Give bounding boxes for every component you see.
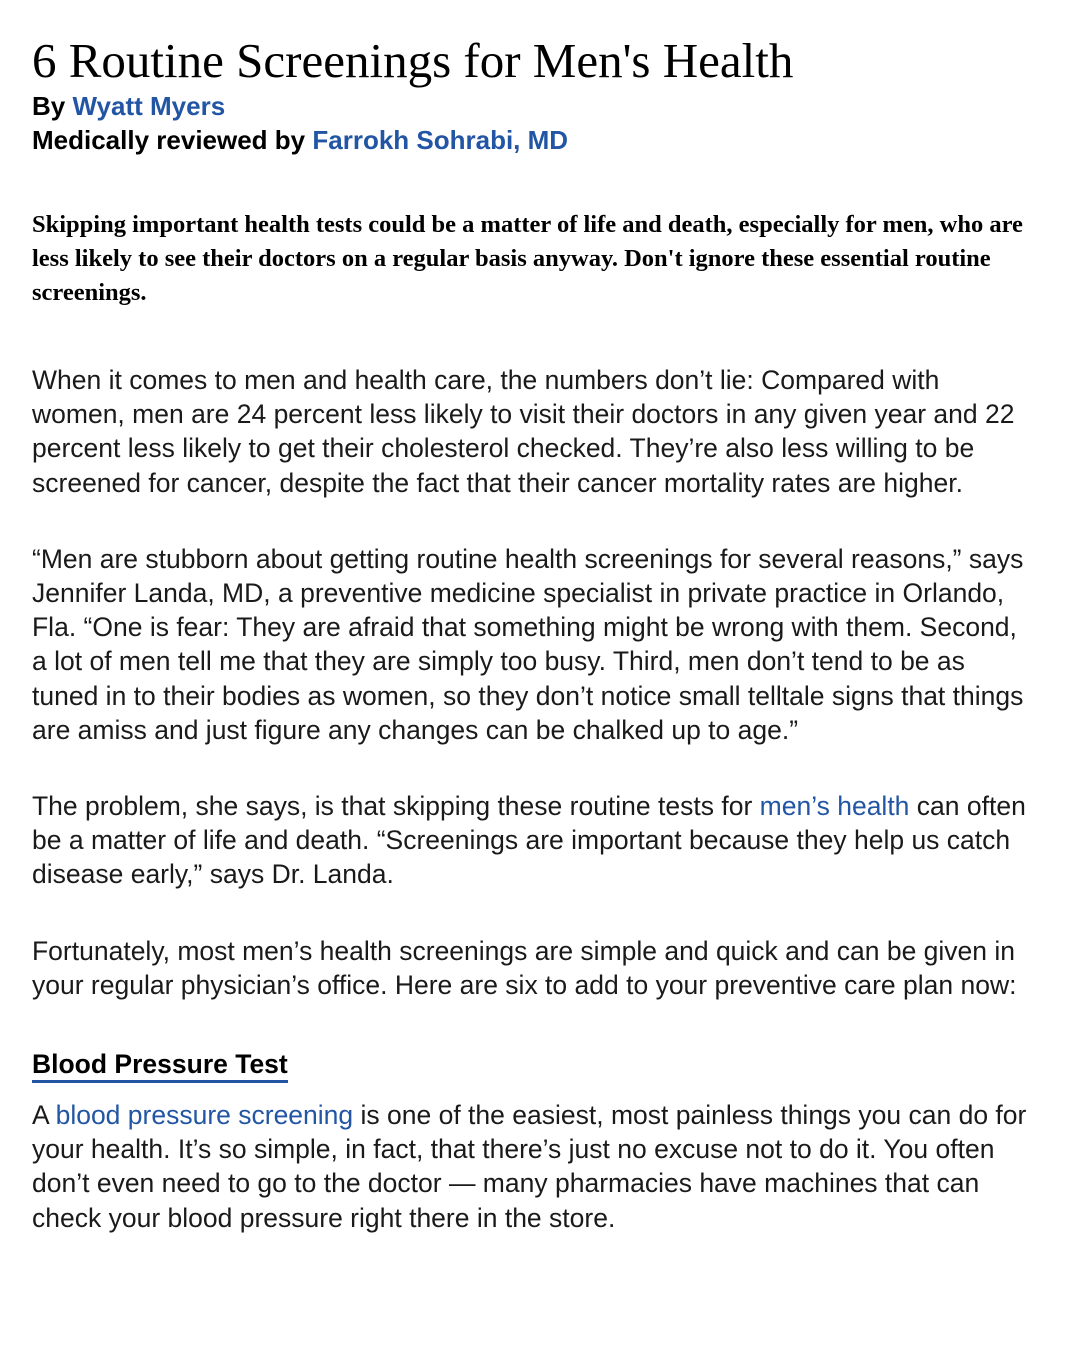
mens-health-link[interactable]: men’s health (759, 791, 910, 822)
paragraph-5-text-after: is one of the easiest, most painless things you can do for your health. It’s so simple, in fact, that there’s just no excuse not to do it. You often don’t even need to go to the doctor — many pharmacies have machines that can check your blood pressure right there in the store. (32, 1100, 1027, 1233)
paragraph-4: Fortunately, most men’s health screenings are simple and quick and can be given in your regular physician’s office. Here are six to add to your preventive care plan now: (32, 935, 1017, 1000)
blood-pressure-screening-link[interactable]: blood pressure screening (55, 1100, 354, 1131)
paragraph-2: “Men are stubborn about getting routine health screenings for several reasons,” says Jennifer Landa, MD, a preventive medicine specialist in private practice in Orlando, Fla. “One is fear: They are afraid that something might be wrong with them. Second, a lot of men tell me that they are simply too busy. Third, men don’t tend to be as tuned in to their bodies as women, so they don’t notice small telltale signs that things are amiss and just figure any changes can be chalked up to age.” (32, 543, 1024, 745)
byline-by-prefix: By (32, 91, 73, 121)
article-title: 6 Routine Screenings for Men's Health (32, 33, 794, 88)
article (32, 0, 1072, 1235)
reviewer-link[interactable]: Farrokh Sohrabi, MD (312, 125, 569, 155)
paragraph-3 (32, 789, 1037, 892)
paragraph-blood-pressure (32, 1098, 1037, 1235)
paragraph-3-text-after: can often be a matter of life and death. “Screenings are important because they help us catch disease early,” says Dr. Landa. (32, 791, 1026, 890)
byline-reviewer-line (32, 123, 1072, 157)
paragraph-5-text-before: A (32, 1100, 56, 1131)
paragraph-3-text-before: The problem, she says, is that skipping these routine tests for (32, 791, 760, 822)
paragraph-1: When it comes to men and health care, the numbers don’t lie: Compared with women, men are 24 percent less likely to visit their doctors in any given year and 22 percent less likely to get their cholesterol checked. They’re also less willing to be screened for cancer, despite the fact that their cancer mortality rates are higher. (32, 365, 1015, 498)
section-heading-blood-pressure: Blood Pressure Test (32, 1048, 288, 1083)
author-link[interactable]: Wyatt Myers (72, 91, 226, 121)
byline-reviewed-prefix: Medically reviewed by (32, 125, 313, 155)
byline-author-line (32, 89, 1072, 123)
article-dek: Skipping important health tests could be a matter of life and death, especially for men, who are less likely to see their doctors on a regular basis anyway. Don't ignore these essential routine screenings. (32, 211, 1023, 306)
